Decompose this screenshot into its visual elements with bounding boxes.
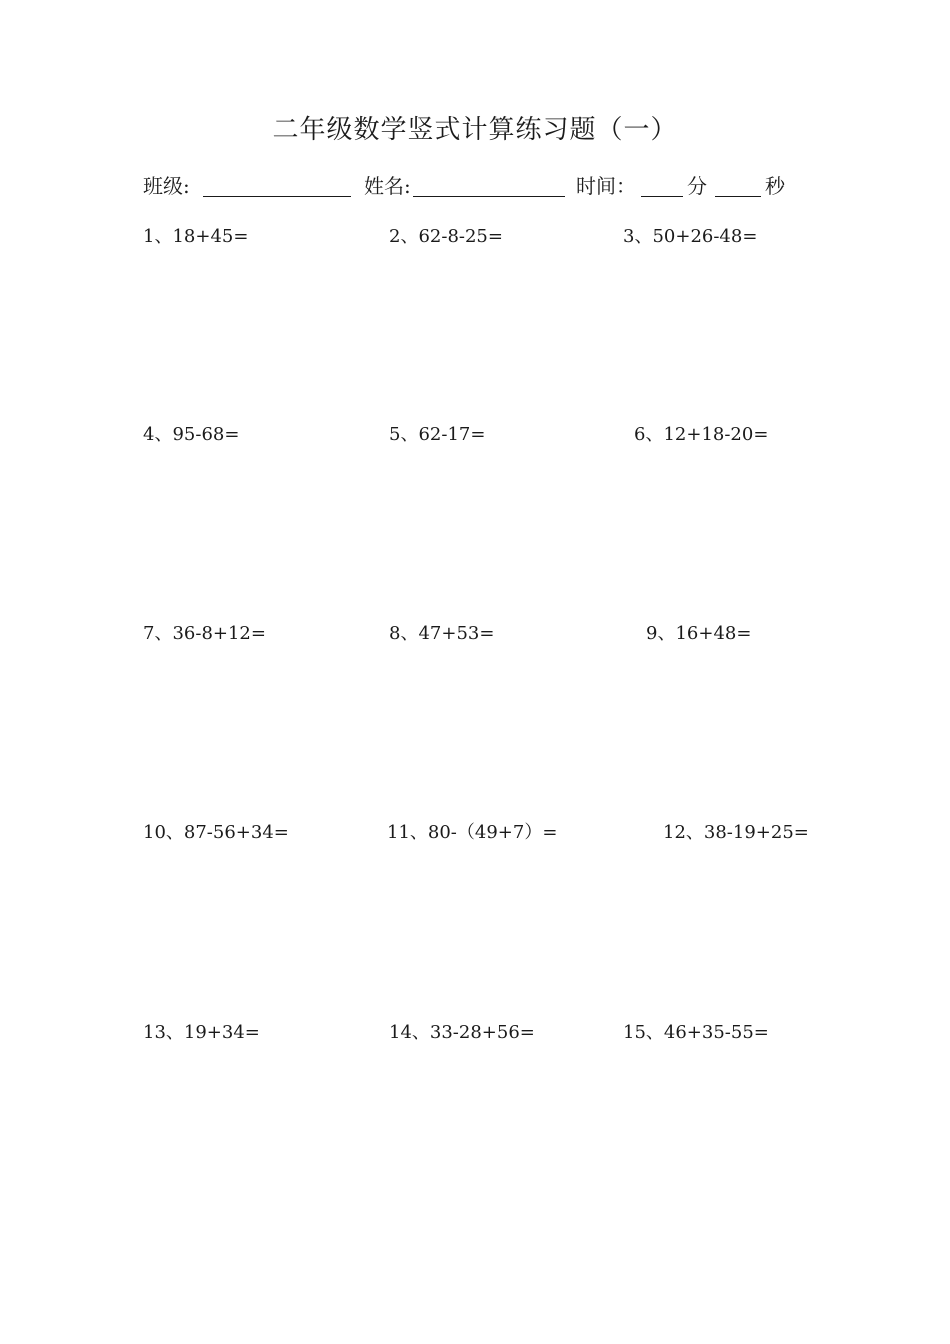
second-label: 秒 [765, 174, 785, 198]
problem-14: 14、33-28+56= [389, 1022, 535, 1043]
minutes-blank[interactable] [641, 196, 683, 197]
minute-label: 分 [687, 174, 707, 198]
problem-3: 3、50+26-48= [623, 226, 758, 247]
seconds-blank[interactable] [715, 196, 761, 197]
problem-15: 15、46+35-55= [623, 1022, 769, 1043]
problem-12: 12、38-19+25= [663, 822, 809, 843]
problem-13: 13、19+34= [143, 1022, 260, 1043]
problem-1: 1、18+45= [143, 226, 249, 247]
problem-2: 2、62-8-25= [389, 226, 503, 247]
class-blank[interactable] [203, 196, 351, 197]
problem-11: 11、80-（49+7）= [387, 822, 558, 843]
problem-8: 8、47+53= [389, 623, 495, 644]
problem-5: 5、62-17= [389, 424, 486, 445]
problem-7: 7、36-8+12= [143, 623, 266, 644]
problem-9: 9、16+48= [646, 623, 752, 644]
class-label: 班级: [143, 174, 190, 198]
problem-6: 6、12+18-20= [634, 424, 769, 445]
name-label: 姓名: [364, 174, 411, 198]
time-label: 时间： [576, 174, 636, 198]
worksheet-title: 二年级数学竖式计算练习题（一） [272, 115, 678, 145]
name-blank[interactable] [413, 196, 565, 197]
problem-10: 10、87-56+34= [143, 822, 289, 843]
problem-4: 4、95-68= [143, 424, 240, 445]
